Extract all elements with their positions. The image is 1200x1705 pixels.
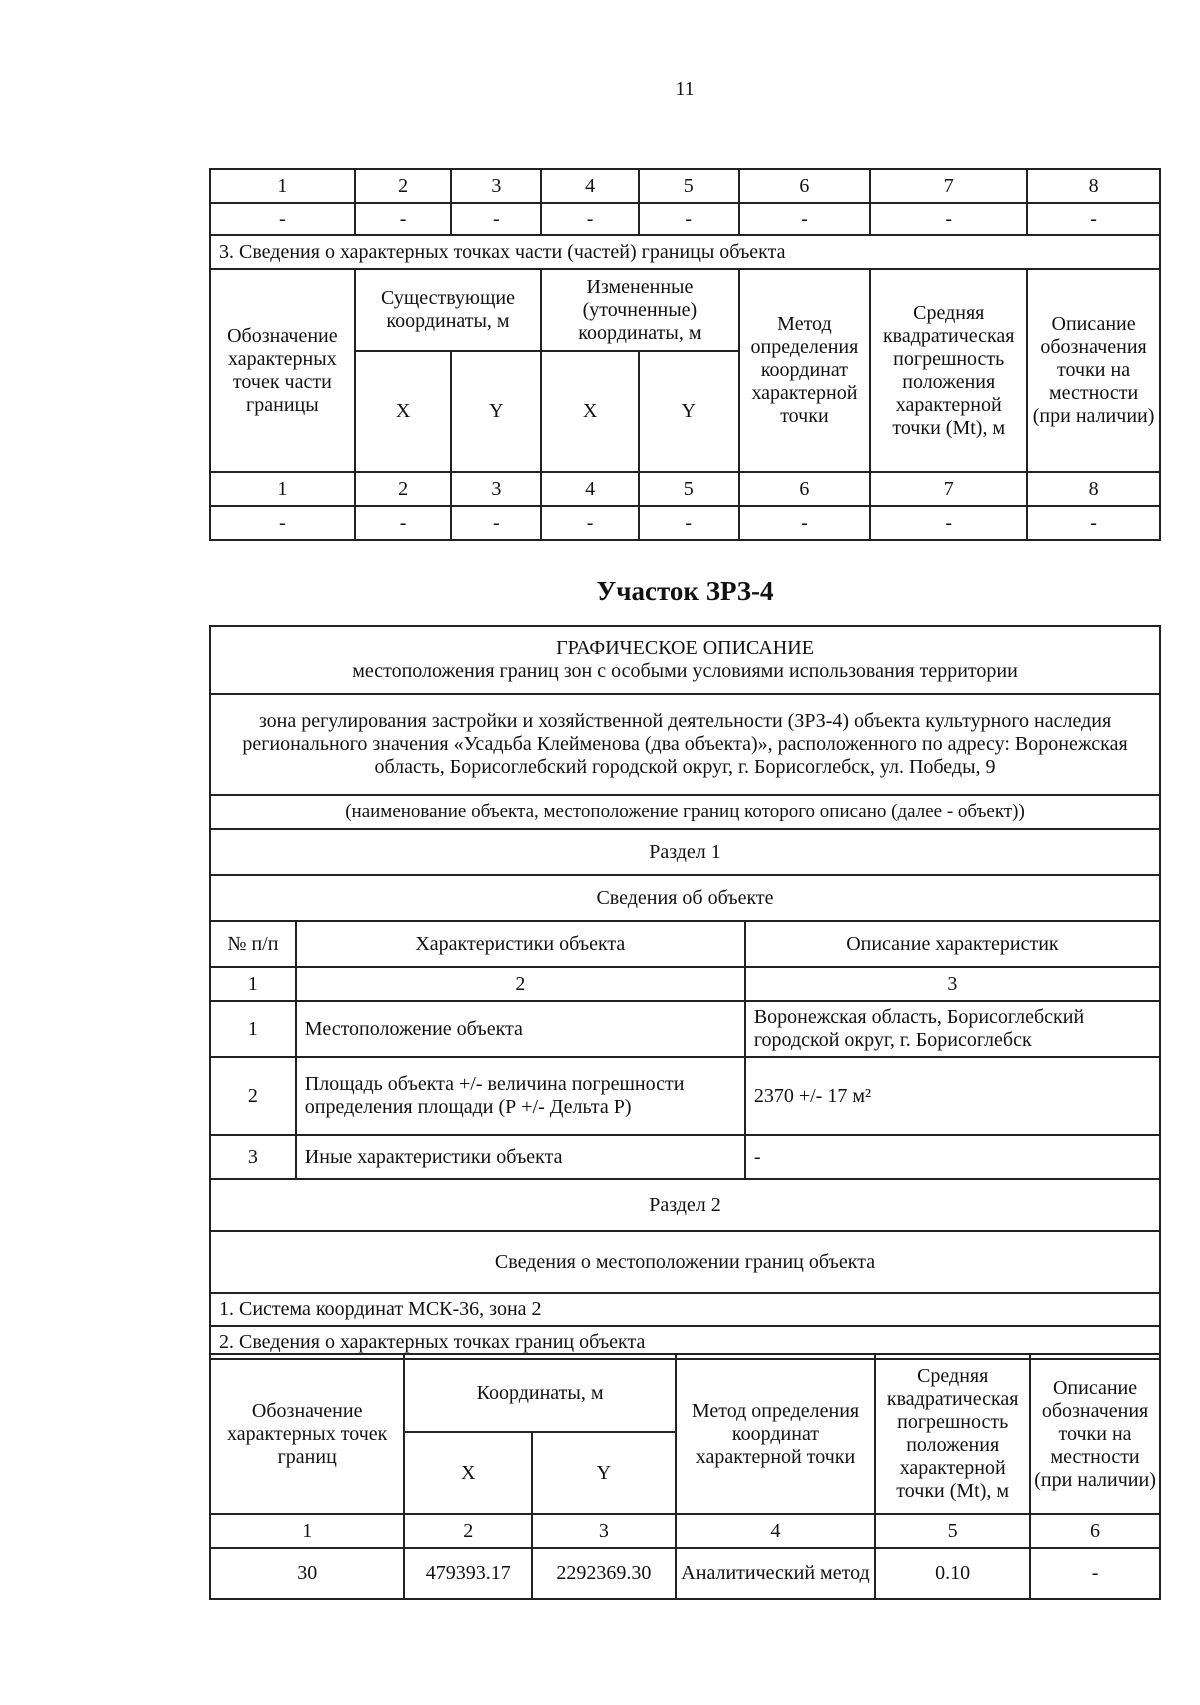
header-description: Описание характеристик [745, 921, 1160, 967]
header-x: X [355, 351, 452, 472]
table-row [210, 921, 1160, 967]
header-description: Описание обозначения точки на местности (при наличии) [1027, 269, 1160, 472]
cell: 6 [739, 472, 871, 506]
section-1-title: Сведения об объекте [210, 875, 1160, 921]
table-row [210, 1001, 1160, 1057]
header-x: X [541, 351, 639, 472]
cell: 1 [210, 1001, 296, 1057]
table-row [210, 1135, 1160, 1179]
points-title: 2. Сведения о характерных точках границ объекта [210, 1326, 1160, 1359]
header-existing: Существующие координаты, м [355, 269, 542, 351]
header-no: № п/п [210, 921, 296, 967]
header-y: Y [451, 351, 541, 472]
section-title: 3. Сведения о характерных точках части (частей) границы объекта [210, 235, 1160, 269]
cell: Воронежская область, Борисоглебский городской округ, г. Борисоглебск [745, 1001, 1160, 1057]
point-description: - [1030, 1548, 1160, 1599]
point-x: 479393.17 [404, 1548, 532, 1599]
cell: 5 [639, 472, 739, 506]
header-y: Y [532, 1432, 676, 1514]
header-y: Y [639, 351, 739, 472]
cell: 3 [745, 967, 1160, 1001]
table-part-boundary-points [209, 168, 1161, 541]
cell: 2 [210, 1057, 296, 1135]
cell: 6 [739, 169, 871, 203]
header-method: Метод определения координат характерной точки [739, 269, 871, 472]
cell: 3 [210, 1135, 296, 1179]
header-x: X [404, 1432, 532, 1514]
cell: 1 [210, 1514, 404, 1548]
table-row [210, 694, 1160, 795]
cell: - [541, 203, 639, 235]
table-row [210, 875, 1160, 921]
point-y: 2292369.30 [532, 1548, 676, 1599]
plot-heading: Участок ЗРЗ-4 [596, 576, 774, 606]
cell: - [739, 203, 871, 235]
cell: 3 [532, 1514, 676, 1548]
cell: 2 [296, 967, 745, 1001]
table-row [210, 967, 1160, 1001]
table-row [210, 1514, 1160, 1548]
header-changed: Измененные (уточненные) координаты, м [541, 269, 738, 351]
cell: 7 [870, 169, 1027, 203]
table-row [210, 1179, 1160, 1231]
cell: 1 [210, 169, 355, 203]
cell: 6 [1030, 1514, 1160, 1548]
cell: 5 [639, 169, 739, 203]
cell: 1 [210, 967, 296, 1001]
table-row [210, 626, 1160, 694]
header-error: Средняя квадратическая погрешность положения характерной точки (Mt), м [875, 1354, 1030, 1514]
cell: Площадь объекта +/- величина погрешности определения площади (Р +/- Дельта Р) [296, 1057, 745, 1135]
table-row [210, 1548, 1160, 1599]
table-row [210, 795, 1160, 829]
cell: Местоположение объекта [296, 1001, 745, 1057]
cell: 2 [404, 1514, 532, 1548]
cell: 4 [541, 472, 639, 506]
page-number: 11 [675, 78, 695, 100]
table-row [210, 169, 1160, 203]
cell: - [1027, 203, 1160, 235]
header-designation: Обозначение характерных точек части границы [210, 269, 355, 472]
section-1: Раздел 1 [210, 829, 1160, 875]
table-row [210, 1231, 1160, 1293]
cell: - [639, 203, 739, 235]
table-row [210, 506, 1160, 540]
cell: - [1027, 506, 1160, 540]
header-designation: Обозначение характерных точек границ [210, 1354, 404, 1514]
cell: 2 [355, 169, 452, 203]
point-method: Аналитический метод [676, 1548, 876, 1599]
table-row [210, 1293, 1160, 1326]
cell: - [541, 506, 639, 540]
header-description: Описание обозначения точки на местности (при наличии) [1030, 1354, 1160, 1514]
table-boundary-points [209, 1353, 1161, 1600]
cell: 4 [676, 1514, 876, 1548]
table-row [210, 829, 1160, 875]
cell: - [451, 506, 541, 540]
title-line-1: ГРАФИЧЕСКОЕ ОПИСАНИЕ [556, 637, 814, 659]
cell: - [639, 506, 739, 540]
header-method: Метод определения координат характерной точки [676, 1354, 876, 1514]
cell: Иные характеристики объекта [296, 1135, 745, 1179]
cell: - [451, 203, 541, 235]
cell: 8 [1027, 472, 1160, 506]
table-row [210, 203, 1160, 235]
cell: - [739, 506, 871, 540]
table-row [210, 235, 1160, 269]
cell: 3 [451, 472, 541, 506]
cell: - [210, 506, 355, 540]
point-id: 30 [210, 1548, 404, 1599]
section-2-title: Сведения о местоположении границ объекта [210, 1231, 1160, 1293]
table-row [210, 472, 1160, 506]
table-row [210, 1057, 1160, 1135]
cell: - [870, 506, 1027, 540]
cell: - [355, 506, 452, 540]
header-error: Средняя квадратическая погрешность положения характерной точки (Mt), м [870, 269, 1027, 472]
coord-system: 1. Система координат МСК-36, зона 2 [210, 1293, 1160, 1326]
title-line-2: местоположения границ зон с особыми условиями использования территории [352, 660, 1018, 682]
object-caption: (наименование объекта, местоположение границ которого описано (далее - объект)) [210, 795, 1160, 829]
cell: 4 [541, 169, 639, 203]
table-graphic-description [209, 625, 1161, 1360]
point-mt: 0.10 [875, 1548, 1030, 1599]
cell: - [870, 203, 1027, 235]
cell: 5 [875, 1514, 1030, 1548]
cell: 3 [451, 169, 541, 203]
cell: 2370 +/- 17 м² [745, 1057, 1160, 1135]
graphic-description-title [210, 626, 1160, 694]
zone-description: зона регулирования застройки и хозяйственной деятельности (ЗРЗ-4) объекта культурного наследия регионального значения «Усадьба Клейменова (два объекта)», расположенного по адресу: Воронежская область, Борисоглебский городской округ, г. Борисоглебск, ул. Победы, 9 [210, 694, 1160, 795]
cell: 7 [870, 472, 1027, 506]
cell: 1 [210, 472, 355, 506]
cell: 8 [1027, 169, 1160, 203]
cell: - [210, 203, 355, 235]
cell: - [745, 1135, 1160, 1179]
cell: 2 [355, 472, 452, 506]
table-row [210, 269, 1160, 351]
header-characteristics: Характеристики объекта [296, 921, 745, 967]
cell: - [355, 203, 452, 235]
header-coordinates: Координаты, м [404, 1354, 675, 1432]
table-row [210, 1354, 1160, 1432]
section-2: Раздел 2 [210, 1179, 1160, 1231]
